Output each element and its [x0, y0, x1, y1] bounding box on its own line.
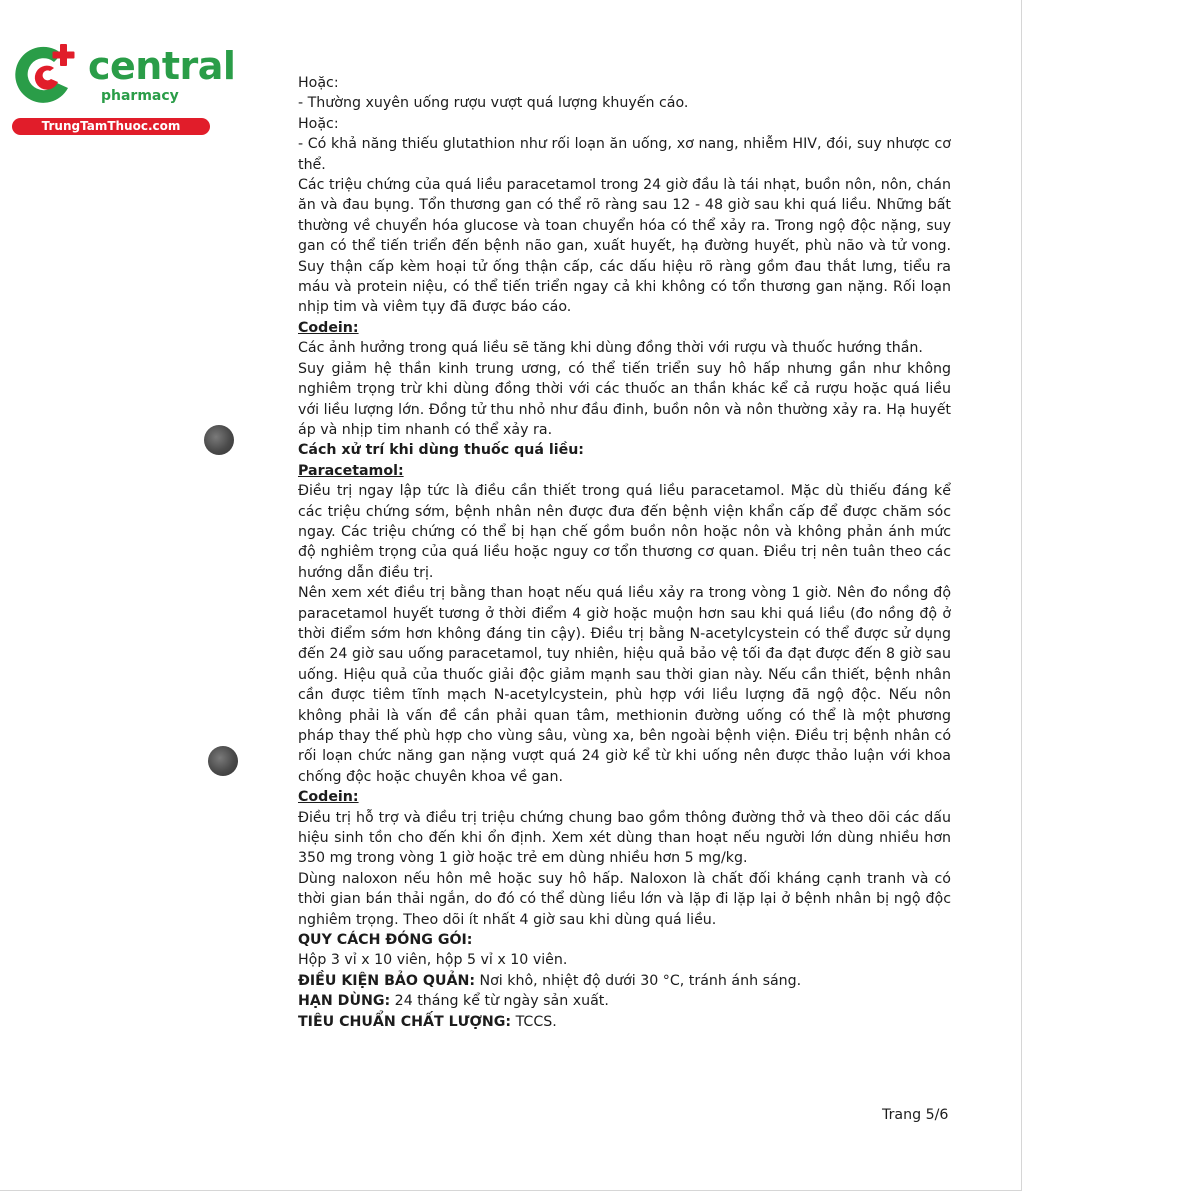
section-heading-codein: Codein: — [298, 319, 359, 336]
logo-url[interactable]: TrungTamThuoc.com — [12, 118, 210, 135]
packaging-text: Hộp 3 vỉ x 10 viên, hộp 5 vỉ x 10 viên. — [298, 952, 568, 969]
shelf-life-label: HẠN DÙNG: — [298, 993, 391, 1010]
logo-brand: central — [88, 44, 236, 88]
storage-line — [298, 971, 951, 991]
codein-paragraph: Suy giảm hệ thần kinh trung ương, có thể tiến triển suy hô hấp nhưng gần như không nghiêm trọng trừ khi dùng đồng thời với các thuốc an thần khác kể cả rượu hoặc quá liều với liều lượng lớn. Đồng tử thu nhỏ như đầu đinh, buồn nôn và nôn thường xảy ra. Hạ huyết áp và nhịp tim nhanh có thể xảy ra. — [298, 360, 951, 438]
punch-hole — [204, 425, 234, 455]
text-line: - Có khả năng thiếu glutathion như rối loạn ăn uống, xơ nang, nhiễm HIV, đói, suy nhược cơ thể. — [298, 136, 951, 173]
central-pharmacy-logo-icon — [10, 38, 82, 110]
paracetamol-treatment-paragraph-2: Nên xem xét điều trị bằng than hoạt nếu quá liều xảy ra trong vòng 1 giờ. Nên đo nồng độ paracetamol huyết tương ở thời điểm 4 giờ hoặc muộn hơn sau khi quá liều (đo nồng độ ở thời điểm sớm hơn không đáng tin cậy). Điều trị bằng N-acetylcystein có thể được sử dụng đến 24 giờ sau uống paracetamol, tuy nhiên, hiệu quả bảo vệ tối đa đạt được đến 8 giờ sau uống. Hiệu quả của thuốc giải độc giảm mạnh sau thời gian này. Nếu cần thiết, bệnh nhân cần được tiêm tĩnh mạch N-acetylcystein, phù hợp với liều lượng đã ngộ độc. Nếu nôn không phải là vấn đề cần phải quan tâm, methionin đường uống có thể là một phương pháp thay thế phù hợp cho vùng sâu, vùng xa, bên ngoài bệnh viện. Điều trị bệnh nhân có rối loạn chức năng gan nặng vượt quá 24 giờ kể từ khi uống nên được thảo luận với khoa chống độc hoặc chuyên khoa về gan. — [298, 585, 951, 785]
section-heading-paracetamol: Paracetamol: — [298, 462, 404, 479]
page-edge — [1021, 0, 1022, 1190]
document-body — [298, 73, 951, 1032]
page-number: Trang 5/6 — [882, 1107, 949, 1123]
section-heading-packaging: QUY CÁCH ĐÓNG GÓI: — [298, 932, 473, 949]
page-edge — [0, 1190, 1022, 1191]
logo[interactable] — [10, 38, 236, 138]
storage-value: Nơi khô, nhiệt độ dưới 30 °C, tránh ánh sáng. — [475, 972, 802, 989]
text-line: Hoặc: — [298, 115, 339, 132]
naloxon-paragraph: Dùng naloxon nếu hôn mê hoặc suy hô hấp. Naloxon là chất đối kháng cạnh tranh và có thời gian bán thải ngắn, do đó có thể dùng liều lớn và lặp đi lặp lại ở bệnh nhân bị ngộ độc nghiêm trọng. Theo dõi ít nhất 4 giờ sau khi dùng quá liều. — [298, 870, 951, 928]
quality-line — [298, 1012, 951, 1032]
quality-value: TCCS. — [511, 1013, 557, 1030]
storage-label: ĐIỀU KIỆN BẢO QUẢN: — [298, 972, 475, 989]
overdose-symptoms-paragraph: Các triệu chứng của quá liều paracetamol trong 24 giờ đầu là tái nhạt, buồn nôn, nôn, chán ăn và đau bụng. Tổn thương gan có thể rõ ràng sau 12 - 48 giờ sau khi quá liều. Những bất thường về chuyển hóa glucose và toan chuyển hóa có thể xảy ra. Trong ngộ độc nặng, suy gan có thể tiến triển đến bệnh não gan, xuất huyết, hạ đường huyết, phù não và tử vong. Suy thận cấp kèm hoại tử ống thận cấp, các dấu hiệu rõ ràng gồm đau thắt lưng, tiểu ra máu và protein niệu, có thể tiến triển ngay cả khi không có tổn thương gan nặng. Rối loạn nhịp tim và viêm tụy đã được báo cáo. — [298, 177, 951, 316]
punch-hole — [208, 746, 238, 776]
text-line: Hoặc: — [298, 75, 339, 91]
shelf-life-value: 24 tháng kể từ ngày sản xuất. — [390, 993, 609, 1010]
text-line: Các ảnh hưởng trong quá liều sẽ tăng khi dùng đồng thời với rượu và thuốc hướng thần. — [298, 340, 923, 357]
section-heading-codein: Codein: — [298, 789, 359, 806]
logo-subtitle: pharmacy — [101, 88, 179, 104]
codein-treatment-paragraph: Điều trị hỗ trợ và điều trị triệu chứng chung bao gồm thông đường thở và theo dõi các dấu hiệu sinh tồn cho đến khi ổn định. Xem xét dùng than hoạt nếu người lớn dùng nhiều hơn 350 mg trong vòng 1 giờ hoặc trẻ em dùng nhiều hơn 5 mg/kg. — [298, 809, 951, 867]
section-heading-overdose-treatment: Cách xử trí khi dùng thuốc quá liều: — [298, 442, 584, 459]
quality-label: TIÊU CHUẨN CHẤT LƯỢNG: — [298, 1013, 512, 1030]
text-line: - Thường xuyên uống rượu vượt quá lượng khuyến cáo. — [298, 95, 689, 112]
shelf-life-line — [298, 991, 951, 1011]
paracetamol-treatment-paragraph: Điều trị ngay lập tức là điều cần thiết trong quá liều paracetamol. Mặc dù thiếu đáng kể các triệu chứng sớm, bệnh nhân nên được đưa đến bệnh viện khẩn cấp để được chăm sóc ngay. Các triệu chứng có thể bị hạn chế gồm buồn nôn hoặc nôn và không phản ánh mức độ nghiêm trọng của quá liều hoặc nguy cơ tổn thương cơ quan. Điều trị nên tuân theo các hướng dẫn điều trị. — [298, 483, 951, 581]
